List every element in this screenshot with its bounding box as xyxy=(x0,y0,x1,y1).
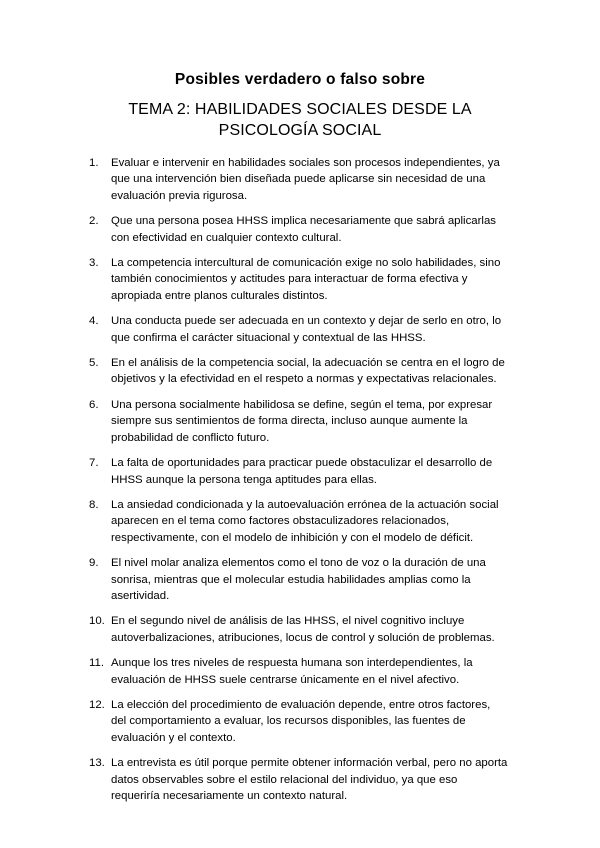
item-text: La entrevista es útil porque permite obtener información verbal, pero no aporta datos observables sobre el estilo relacional del individuo, ya que eso requeriría necesariamente un contexto natural. xyxy=(111,757,508,802)
item-number: 7. xyxy=(89,457,99,470)
item-number: 2. xyxy=(89,215,99,228)
item-text: Evaluar e intervenir en habilidades sociales son procesos independientes, ya que una intervención bien diseñada puede aplicarse sin necesidad de una evaluación previa rigurosa. xyxy=(111,157,500,202)
list-item xyxy=(0,655,600,688)
list-item xyxy=(0,213,600,246)
item-number: 10. xyxy=(89,615,105,628)
list-item xyxy=(0,697,600,746)
list-item xyxy=(0,497,600,546)
list-item xyxy=(0,313,600,346)
list-item xyxy=(0,555,600,604)
item-text: En el segundo nivel de análisis de las HHSS, el nivel cognitivo incluye autoverbalizaciones, atribuciones, locus de control y solución de problemas. xyxy=(111,615,495,644)
item-number: 11. xyxy=(89,657,104,670)
item-number: 3. xyxy=(89,257,99,270)
item-number: 4. xyxy=(89,315,99,328)
item-text: El nivel molar analiza elementos como el tono de voz o la duración de una sonrisa, mientras que el molecular estudia habilidades amplias como la asertividad. xyxy=(111,557,486,602)
item-number: 5. xyxy=(89,357,99,370)
list-item xyxy=(0,355,600,388)
item-number: 6. xyxy=(89,398,99,411)
question-list xyxy=(0,155,600,804)
item-text: En el análisis de la competencia social, la adecuación se centra en el logro de objetivos y la efectividad en el respeto a normas y expectativas relacionales. xyxy=(111,357,505,386)
document-header xyxy=(0,70,600,141)
item-number: 1. xyxy=(89,157,99,169)
item-text: La falta de oportunidades para practicar puede obstaculizar el desarrollo de HHSS aunque la persona tenga aptitudes para ellas. xyxy=(111,457,493,486)
item-number: 9. xyxy=(89,557,99,570)
list-item xyxy=(0,755,600,804)
item-text: Una conducta puede ser adecuada en un contexto y dejar de serlo en otro, lo que confirma el carácter situacional y contextual de las HHSS. xyxy=(111,315,502,344)
item-number: 13. xyxy=(89,757,105,770)
list-item xyxy=(0,155,600,204)
list-item xyxy=(0,455,600,488)
item-text: La ansiedad condicionada y la autoevaluación errónea de la actuación social aparecen en el tema como factores obstaculizadores relacionados, respectivamente, con el modelo de inhibición y con el modelo de déficit. xyxy=(111,498,499,544)
item-text: Una persona socialmente habilidosa se define, según el tema, por expresar siempre sus sentimientos de forma directa, incluso aunque aumente la probabilidad de conflicto futuro. xyxy=(111,398,493,444)
item-text: Aunque los tres niveles de respuesta humana son interdependientes, la evaluación de HHSS suele centrarse únicamente en el nivel afectivo. xyxy=(111,657,473,686)
document-subtitle: Posibles verdadero o falso sobre xyxy=(174,71,426,88)
document-title: TEMA 2: HABILIDADES SOCIALES DESDE LA PSICOLOGÍA SOCIAL xyxy=(128,101,472,139)
list-item xyxy=(0,613,600,646)
list-item xyxy=(0,255,600,304)
list-item xyxy=(0,397,600,446)
item-number: 12. xyxy=(89,698,105,711)
item-text: La competencia intercultural de comunicación exige no solo habilidades, sino también conocimientos y actitudes para interactuar de forma efectiva y apropiada entre planos culturales distintos. xyxy=(111,257,501,302)
item-number: 8. xyxy=(89,498,99,511)
item-text: La elección del procedimiento de evaluación depende, entre otros factores, del comportamiento a evaluar, los recursos disponibles, las fuentes de evaluación y el contexto. xyxy=(111,698,491,744)
item-text: Que una persona posea HHSS implica necesariamente que sabrá aplicarlas con efectividad en cualquier contexto cultural. xyxy=(111,215,496,244)
